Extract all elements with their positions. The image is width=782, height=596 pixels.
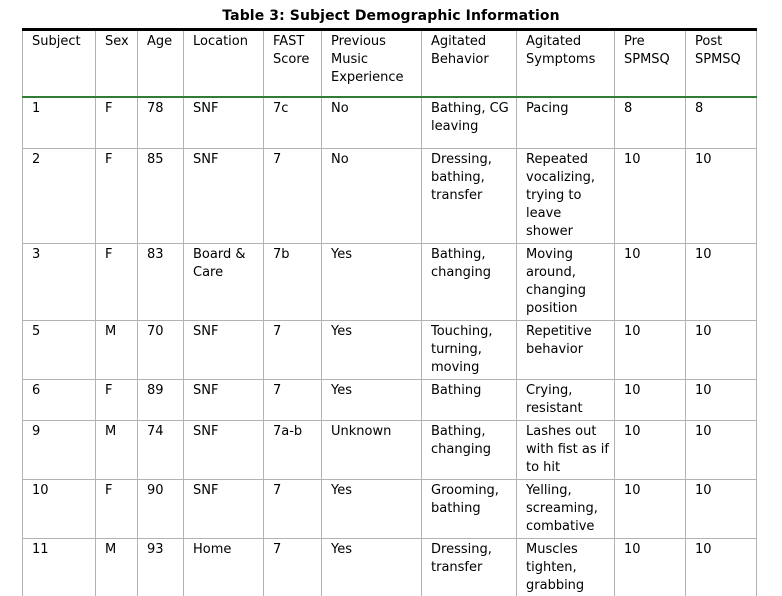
cell-location: SNF [184,149,264,244]
table-row-subject-9 [23,421,757,480]
cell-previous-music-experience: Yes [322,321,422,380]
cell-previous-music-experience: Yes [322,380,422,421]
cell-sex: F [96,244,138,321]
cell-location: SNF [184,321,264,380]
cell-pre-spmsq: 10 [615,149,686,244]
cell-agitated-behavior: Bathing, changing [422,421,517,480]
column-header-fast-score: FAST Score [264,30,322,97]
cell-fast-score: 7 [264,480,322,539]
column-header-agitated-behavior: Agitated Behavior [422,30,517,97]
cell-age: 74 [138,421,184,480]
cell-agitated-symptoms: Yelling, screaming, combative [517,480,615,539]
cell-location: SNF [184,480,264,539]
cell-location: SNF [184,421,264,480]
table-title: Table 3: Subject Demographic Information [222,8,560,24]
cell-fast-score: 7 [264,539,322,596]
table-row-subject-1 [23,97,757,149]
cell-agitated-symptoms: Moving around, changing position [517,244,615,321]
cell-agitated-behavior: Bathing, CG leaving [422,97,517,149]
column-header-age: Age [138,30,184,97]
table-body [23,97,757,596]
cell-age: 89 [138,380,184,421]
cell-post-spmsq: 10 [686,421,757,480]
cell-fast-score: 7 [264,149,322,244]
cell-sex: F [96,380,138,421]
cell-agitated-behavior: Bathing, changing [422,244,517,321]
cell-agitated-symptoms: Crying, resistant [517,380,615,421]
cell-previous-music-experience: No [322,149,422,244]
cell-sex: M [96,421,138,480]
cell-location: SNF [184,380,264,421]
cell-subject: 10 [23,480,96,539]
cell-agitated-behavior: Dressing, transfer [422,539,517,596]
cell-agitated-symptoms: Repeated vocalizing, trying to leave shower [517,149,615,244]
cell-sex: F [96,149,138,244]
column-header-post-spmsq: Post SPMSQ [686,30,757,97]
cell-subject: 5 [23,321,96,380]
header-row [23,30,757,97]
cell-location: SNF [184,97,264,149]
cell-sex: M [96,539,138,596]
cell-agitated-symptoms: Muscles tighten, grabbing [517,539,615,596]
column-header-subject: Subject [23,30,96,97]
table-row-subject-11 [23,539,757,596]
cell-sex: F [96,97,138,149]
cell-previous-music-experience: Yes [322,539,422,596]
cell-subject: 1 [23,97,96,149]
demographic-table [22,28,757,596]
cell-age: 78 [138,97,184,149]
cell-post-spmsq: 10 [686,380,757,421]
table-header [23,30,757,97]
cell-fast-score: 7c [264,97,322,149]
column-header-previous-music-experience: Previous Music Experience [322,30,422,97]
cell-location: Home [184,539,264,596]
table-row-subject-2 [23,149,757,244]
cell-agitated-behavior: Dressing, bathing, transfer [422,149,517,244]
cell-fast-score: 7 [264,380,322,421]
column-header-location: Location [184,30,264,97]
cell-post-spmsq: 10 [686,149,757,244]
cell-pre-spmsq: 10 [615,244,686,321]
cell-sex: M [96,321,138,380]
cell-post-spmsq: 10 [686,480,757,539]
cell-age: 83 [138,244,184,321]
cell-subject: 6 [23,380,96,421]
cell-age: 85 [138,149,184,244]
cell-pre-spmsq: 10 [615,421,686,480]
cell-age: 90 [138,480,184,539]
cell-post-spmsq: 10 [686,321,757,380]
cell-agitated-behavior: Bathing [422,380,517,421]
cell-fast-score: 7b [264,244,322,321]
cell-subject: 11 [23,539,96,596]
column-header-agitated-symptoms: Agitated Symptoms [517,30,615,97]
cell-pre-spmsq: 10 [615,480,686,539]
cell-previous-music-experience: Yes [322,244,422,321]
cell-subject: 2 [23,149,96,244]
table-row-subject-5 [23,321,757,380]
column-header-pre-spmsq: Pre SPMSQ [615,30,686,97]
column-header-sex: Sex [96,30,138,97]
cell-pre-spmsq: 10 [615,321,686,380]
cell-location: Board & Care [184,244,264,321]
cell-pre-spmsq: 8 [615,97,686,149]
cell-age: 93 [138,539,184,596]
cell-agitated-symptoms: Pacing [517,97,615,149]
table-row-subject-10 [23,480,757,539]
table-row-subject-3 [23,244,757,321]
cell-agitated-behavior: Touching, turning, moving [422,321,517,380]
cell-pre-spmsq: 10 [615,380,686,421]
cell-previous-music-experience: Yes [322,480,422,539]
cell-agitated-symptoms: Lashes out with fist as if to hit [517,421,615,480]
cell-pre-spmsq: 10 [615,539,686,596]
cell-previous-music-experience: No [322,97,422,149]
cell-post-spmsq: 8 [686,97,757,149]
cell-subject: 3 [23,244,96,321]
cell-age: 70 [138,321,184,380]
table-row-subject-6 [23,380,757,421]
cell-post-spmsq: 10 [686,539,757,596]
cell-fast-score: 7 [264,321,322,380]
cell-subject: 9 [23,421,96,480]
cell-agitated-symptoms: Repetitive behavior [517,321,615,380]
cell-agitated-behavior: Grooming, bathing [422,480,517,539]
cell-previous-music-experience: Unknown [322,421,422,480]
cell-post-spmsq: 10 [686,244,757,321]
cell-sex: F [96,480,138,539]
cell-fast-score: 7a-b [264,421,322,480]
